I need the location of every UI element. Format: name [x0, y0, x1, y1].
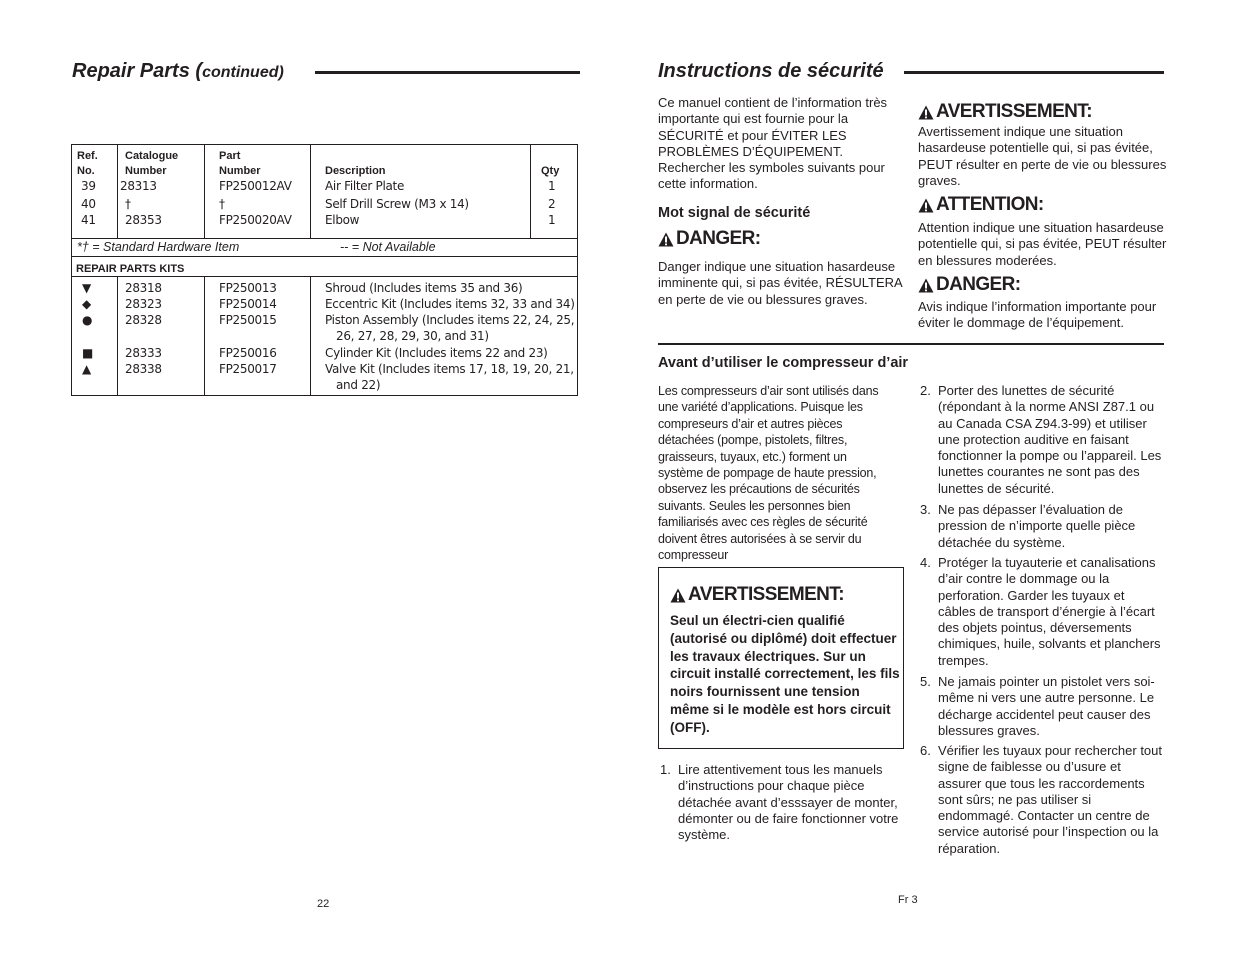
notice-description: Avis indique l’information importante pour éviter le dommage de l’équipement.	[918, 299, 1157, 331]
page-title-right: Instructions de sécurité	[658, 60, 884, 82]
list-item: 1. Lire attentivement tous les manuels d’instructions pour chaque pièce détachée avant d’esssayer de monter, démonter ou de faire fonctionner votre système.	[660, 762, 899, 843]
avertissement-description: Avertissement indique une situation hasardeuse potentielle qui, si pas évitée, PEUT résulter en perte de vie ou blessures graves.	[918, 124, 1167, 188]
column-divider	[204, 145, 205, 238]
header-part: Part Number	[219, 150, 261, 177]
before-use-paragraph: Les compresseurs d’air sont utilisés dans une variété d’applications. Puisque les compreseurs d’air et autres pièces détachées (pompe, pistolets, filtres, graisseurs, tuyaux, etc.) forment un système de pompage de haute pression, observez les précautions de sécurités suivants. Seules les personnes bien familiarisés avec ces règles de sécurité doivent êtres autorisées à se servir du compresseur	[658, 384, 879, 563]
row-divider	[72, 238, 577, 239]
title-continued: continued)	[202, 64, 284, 81]
header-qty: Qty	[541, 165, 560, 177]
circle-icon: ●	[82, 313, 93, 327]
warning-triangle-icon	[670, 588, 686, 603]
warning-triangle-icon	[918, 198, 934, 213]
kits-title: REPAIR PARTS KITS	[76, 263, 185, 275]
attention-signal: ATTENTION:	[918, 194, 1044, 216]
triangle-down-icon: ▼	[82, 281, 91, 295]
danger-signal: DANGER:	[658, 228, 760, 250]
title-rule-right	[904, 71, 1164, 74]
section-rule	[658, 343, 1164, 345]
danger-description: Danger indique une situation hasardeuse imminente qui, si pas évitée, RÉSULTERA en perte de vie ou blessures graves.	[658, 259, 902, 307]
column-divider	[530, 145, 531, 238]
electrical-warning-box	[658, 567, 904, 749]
list-item: 5. Ne jamais pointer un pistolet vers soi-même ni vers une autre personne. Le décharge accidentel peut causer des blessures graves.	[920, 674, 1155, 738]
column-divider	[117, 276, 118, 396]
before-use-heading: Avant d’utiliser le compresseur d’air	[658, 355, 909, 371]
column-divider	[310, 276, 311, 396]
column-divider	[204, 276, 205, 396]
header-catalogue: Catalogue Number	[125, 150, 179, 177]
repair-parts-table: Ref. No. Catalogue Number Part Number Description Qty 39 28313 FP250012AV Air Filter Plate 1 40 † † Self Drill Screw (M3 x 14) 2 41 28353 FP250020AV Elbow 1 *† = Standard Hardware Item -- = Not Available REPAIR PARTS KITS ▼ 28318 FP250013 Shroud (Includes items 35 and 36) ◆ 28323 FP250014 Eccentric Kit (Includes items 32, 33 and 34) ● 28328 FP250015 Piston Assembly (Includes items 22, 24, 25, 26, 27, 28, 29, 30, and 31) ■ 28333 FP250016 Cylinder Kit (Includes items 22 and 23) ▲ 28338 FP250017 Valve Kit (Includes items 17, 18, 19, 20, 21, and 22)	[71, 144, 578, 396]
diamond-icon: ◆	[82, 297, 91, 311]
notice-signal: DANGER:	[918, 274, 1020, 296]
column-divider	[310, 145, 311, 238]
page-number-left: 22	[317, 898, 330, 910]
column-divider	[117, 145, 118, 238]
list-item: 6. Vérifier les tuyaux pour rechercher tout signe de faiblesse ou d’usure et assurer que tous les raccordements sont sûrs; ne pas utiliser si endommagé. Contacter un centre de service autorisé pour l’inspection ou la réparation.	[920, 743, 1162, 856]
title-main: Repair Parts (	[72, 60, 203, 82]
intro-paragraph: Ce manuel contient de l’information très importante qui est fournie pour la SÉCURITÉ et pour ÉVITER LES PROBLÈMES D’ÉQUIPEMENT. Rechercher les symboles suivants pour cette information.	[658, 95, 888, 192]
electrical-warning-text: Seul un électri-cien qualifié (autorisé ou diplômé) doit effectuer les travaux électriques. Sur un circuit installé correctement, les fils noirs fournissent une tension même si le modèle est hors circuit (OFF).	[670, 613, 900, 735]
row-divider	[72, 256, 577, 257]
row-divider	[72, 276, 577, 277]
page-title-left	[72, 60, 284, 83]
warning-triangle-icon	[918, 278, 934, 293]
box-avertissement-signal: AVERTISSEMENT:	[670, 584, 844, 606]
attention-description: Attention indique une situation hasardeuse potentielle qui, si pas évitée, PEUT résulter en blessures moderées.	[918, 220, 1167, 268]
triangle-up-icon: ▲	[82, 362, 91, 376]
list-item: 2. Porter des lunettes de sécurité (répondant à la norme ANSI Z87.1 ou au Canada CSA Z94.3-99) et utiliser une protection auditive en faisant fonctionner la pompe ou l’appareil. Les lunettes courantes ne sont pas des lunettes de sécurité.	[920, 383, 1162, 496]
list-item: 4. Protéger la tuyauterie et canalisations d’air contre le dommage ou la perforation. Garder les tuyaux et câbles de transport d’énergie à l’écart des objets pointus, déversements chimiques, huile, solvants et planchers trempes.	[920, 555, 1161, 668]
avertissement-signal: AVERTISSEMENT:	[918, 101, 1092, 123]
warning-triangle-icon	[918, 105, 934, 120]
warning-triangle-icon	[658, 232, 674, 247]
signal-heading: Mot signal de sécurité	[658, 205, 811, 221]
page-number-right: Fr 3	[898, 894, 918, 906]
footnote-hardware: *† = Standard Hardware Item	[77, 240, 240, 254]
list-item: 3. Ne pas dépasser l’évaluation de pression de n’importe quelle pièce détachée du système.	[920, 502, 1136, 550]
header-ref: Ref. No.	[77, 150, 98, 177]
square-icon: ■	[82, 346, 94, 360]
footnote-not-available: -- = Not Available	[340, 240, 436, 254]
title-rule-left	[315, 71, 580, 74]
header-description: Description	[325, 165, 386, 177]
